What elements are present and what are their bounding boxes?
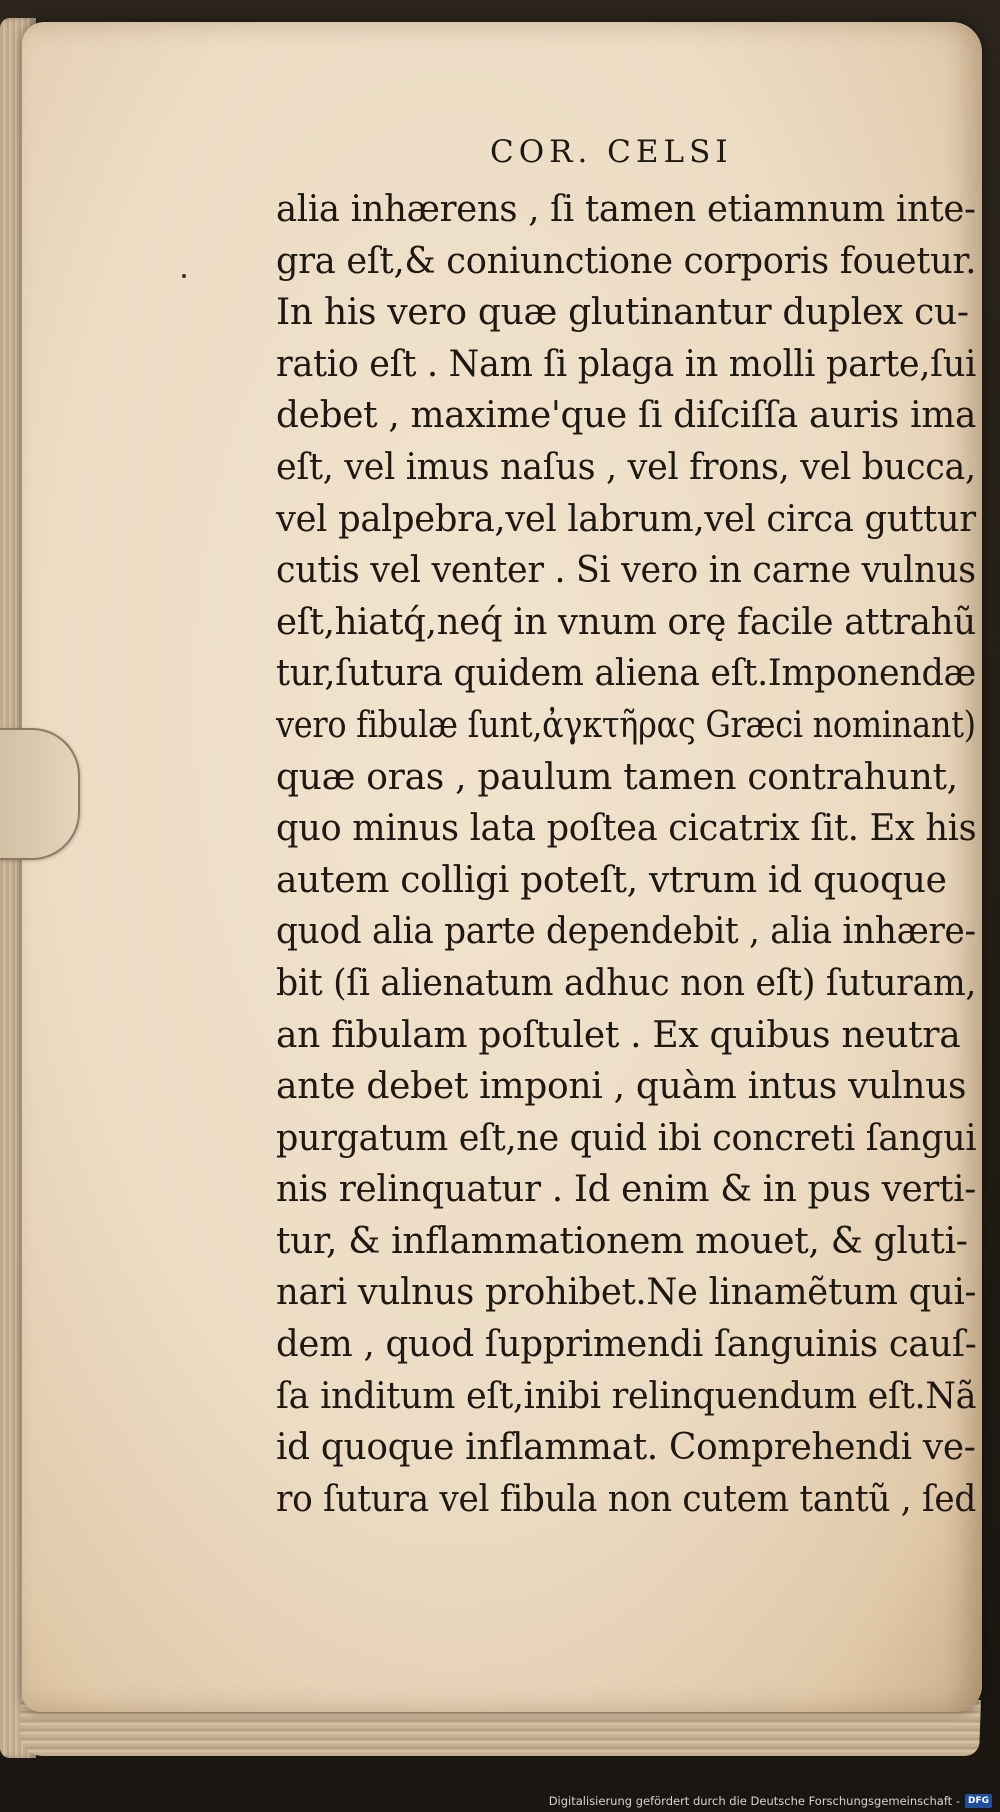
text-line: ſa inditum eſt,inibi relinquendum eſt.Nã bbox=[276, 1375, 977, 1417]
text-line: tur,ſutura quidem aliena eſt.Imponendæ bbox=[276, 653, 976, 695]
text-line: quo minus lata poſtea cicatrix ſit. Ex his bbox=[276, 808, 977, 850]
text-line: ro ſutura vel fibula non cutem tantũ , ſed bbox=[276, 1478, 977, 1520]
text-line: eſt,hiatq́,neq́ in vnum orę facile attrahũ bbox=[276, 601, 976, 643]
text-line: In his vero quæ glutinantur duplex cu- bbox=[276, 292, 969, 334]
text-line: autem colligi poteſt, vtrum id quoque bbox=[276, 859, 947, 901]
text-line: nis relinquatur . Id enim & in pus verti- bbox=[276, 1169, 976, 1211]
text-line: cutis vel venter . Si vero in carne vulnus bbox=[276, 550, 976, 592]
footer-credit: Digitalisierung gefördert durch die Deutsche Forschungsgemeinschaft - bbox=[548, 1794, 960, 1808]
text-line: ratio eſt . Nam ſi plaga in molli parte,ſui bbox=[276, 343, 976, 385]
text-line: dem , quod ſupprimendi ſanguinis cauſ- bbox=[276, 1324, 977, 1366]
ink-speck bbox=[182, 274, 186, 278]
text-line: an fibulam poſtulet . Ex quibus neutra bbox=[276, 1014, 961, 1056]
text-line: ante debet imponi , quàm intus vulnus bbox=[276, 1066, 967, 1108]
text-line: debet , maxime'que ſi diſciſſa auris ima bbox=[276, 395, 977, 437]
text-line: quæ oras , paulum tamen contrahunt, bbox=[276, 756, 958, 798]
dfg-logo: DFG bbox=[965, 1794, 992, 1808]
text-line: tur, & inflammationem mouet, & gluti- bbox=[276, 1220, 968, 1262]
text-line: nari vulnus prohibet.Ne linamẽtum qui- bbox=[276, 1272, 977, 1314]
text-line: vero fibulæ ſunt,ἀγκτῆρας Græci nominant) bbox=[276, 704, 976, 746]
book-page bbox=[22, 22, 982, 1712]
text-line: vel palpebra,vel labrum,vel circa guttur bbox=[276, 498, 976, 540]
text-line: eſt, vel imus naſus , vel frons, vel bucca, bbox=[276, 446, 976, 488]
running-head: COR. CELSI bbox=[490, 134, 733, 170]
text-line: gra eſt,& coniunctione corporis fouetur. bbox=[276, 240, 977, 282]
body-text bbox=[276, 184, 976, 1525]
bookmark-tab bbox=[0, 728, 80, 860]
digitization-footer bbox=[549, 1794, 992, 1808]
text-line: quod alia parte dependebit , alia inhære- bbox=[276, 911, 976, 953]
text-line: id quoque inflammat. Comprehendi ve- bbox=[276, 1427, 976, 1469]
text-line: purgatum eſt,ne quid ibi concreti ſangui bbox=[276, 1117, 977, 1159]
text-line: bit (ſi alienatum adhuc non eſt) ſuturam, bbox=[276, 962, 977, 1004]
text-line: alia inhærens , ſi tamen etiamnum inte- bbox=[276, 189, 976, 230]
